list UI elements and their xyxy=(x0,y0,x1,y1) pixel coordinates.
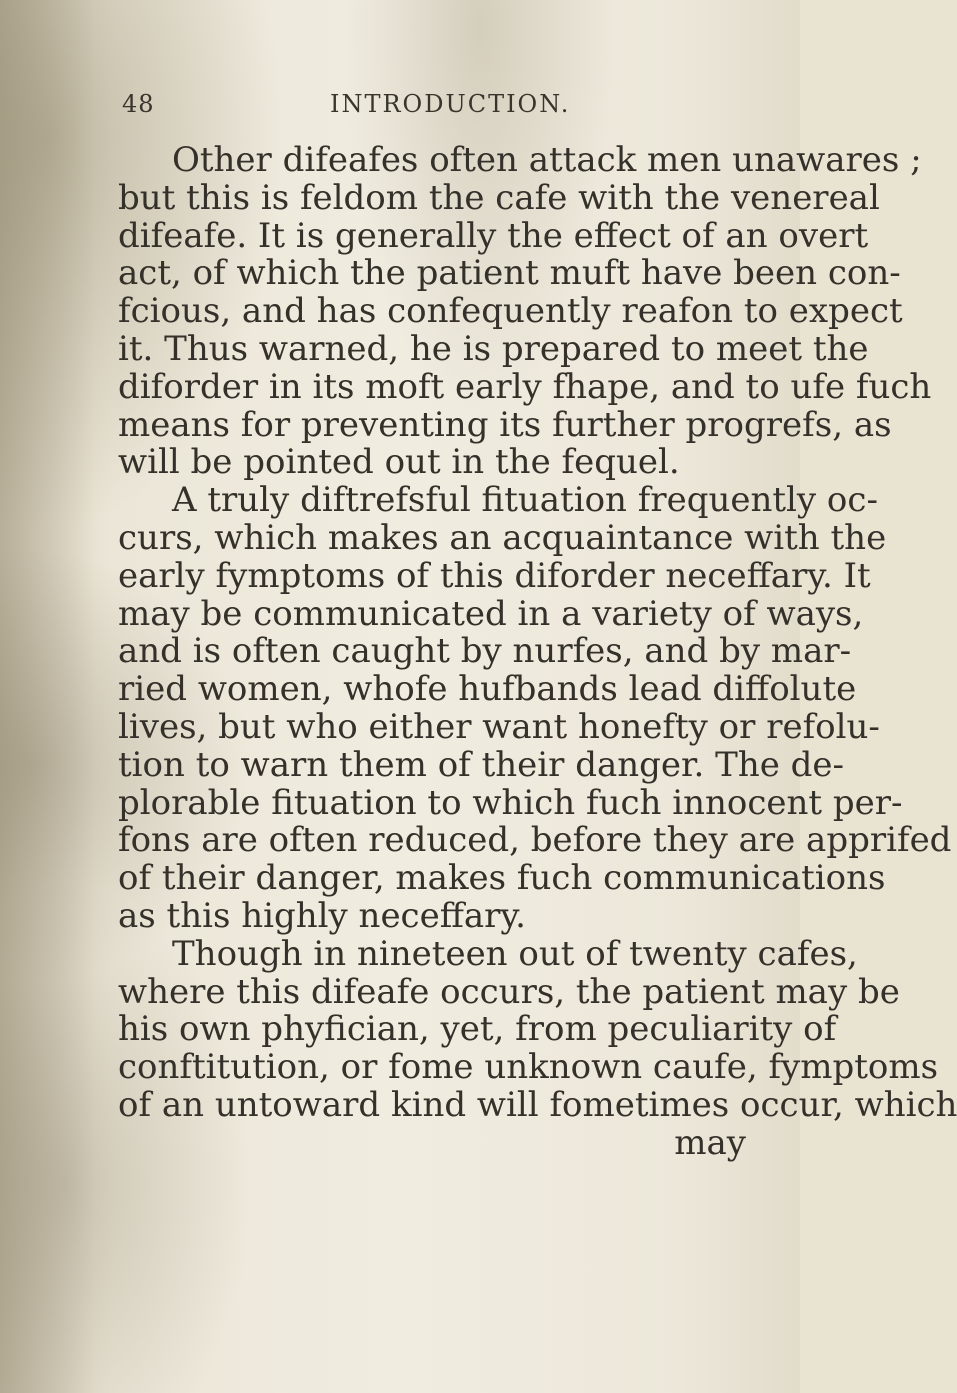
page-gutter-shadow xyxy=(0,0,95,1393)
text-line: it. Thus warned, he is prepared to meet the xyxy=(118,328,869,369)
body-text xyxy=(118,140,957,1163)
text-line: curs, which makes an acquaintance with the xyxy=(118,517,887,558)
text-line: Other difeafes often attack men unawares ; xyxy=(172,140,922,180)
text-line: lives, but who either want honefty or refolu- xyxy=(118,706,880,747)
running-head: INTRODUCTION. xyxy=(330,90,571,118)
text-line: fons are often reduced, before they are apprifed xyxy=(118,820,952,861)
text-line: of their danger, makes fuch communications xyxy=(118,858,886,899)
text-line: tion to warn them of their danger. The de- xyxy=(118,744,845,785)
text-line: early fymptoms of this diforder neceffary. It xyxy=(118,555,871,596)
text-line: difeafe. It is generally the effect of an overt xyxy=(118,215,869,256)
text-line: will be pointed out in the fequel. xyxy=(118,442,680,483)
text-line: plorable fituation to which fuch innocent per- xyxy=(118,782,903,823)
text-line: where this difeafe occurs, the patient may be xyxy=(118,971,900,1012)
text-line: A truly diftrefsful fituation frequently oc- xyxy=(172,480,878,521)
page-number: 48 xyxy=(122,90,155,118)
text-line: conftitution, or fome unknown caufe, fymptoms xyxy=(118,1047,939,1088)
text-line: but this is feldom the cafe with the venereal xyxy=(118,177,880,218)
catchword: may xyxy=(674,1122,746,1163)
page-header xyxy=(0,90,800,130)
text-line: diforder in its moft early fhape, and to ufe fuch xyxy=(118,366,932,407)
text-line: may be communicated in a variety of ways, xyxy=(118,593,864,634)
text-line: fcious, and has confequently reafon to expect xyxy=(118,291,903,332)
text-line: of an untoward kind will fometimes occur, which xyxy=(118,1084,957,1125)
text-line: and is often caught by nurfes, and by mar- xyxy=(118,631,852,672)
text-line: as this highly neceffary. xyxy=(118,895,526,936)
text-line: his own phyfician, yet, from peculiarity of xyxy=(118,1009,837,1050)
text-line: Though in nineteen out of twenty cafes, xyxy=(172,933,858,974)
text-line: act, of which the patient muft have been con- xyxy=(118,253,901,294)
text-line: means for preventing its further progrefs, as xyxy=(118,404,892,445)
text-line: ried women, whofe hufbands lead diffolute xyxy=(118,669,857,710)
